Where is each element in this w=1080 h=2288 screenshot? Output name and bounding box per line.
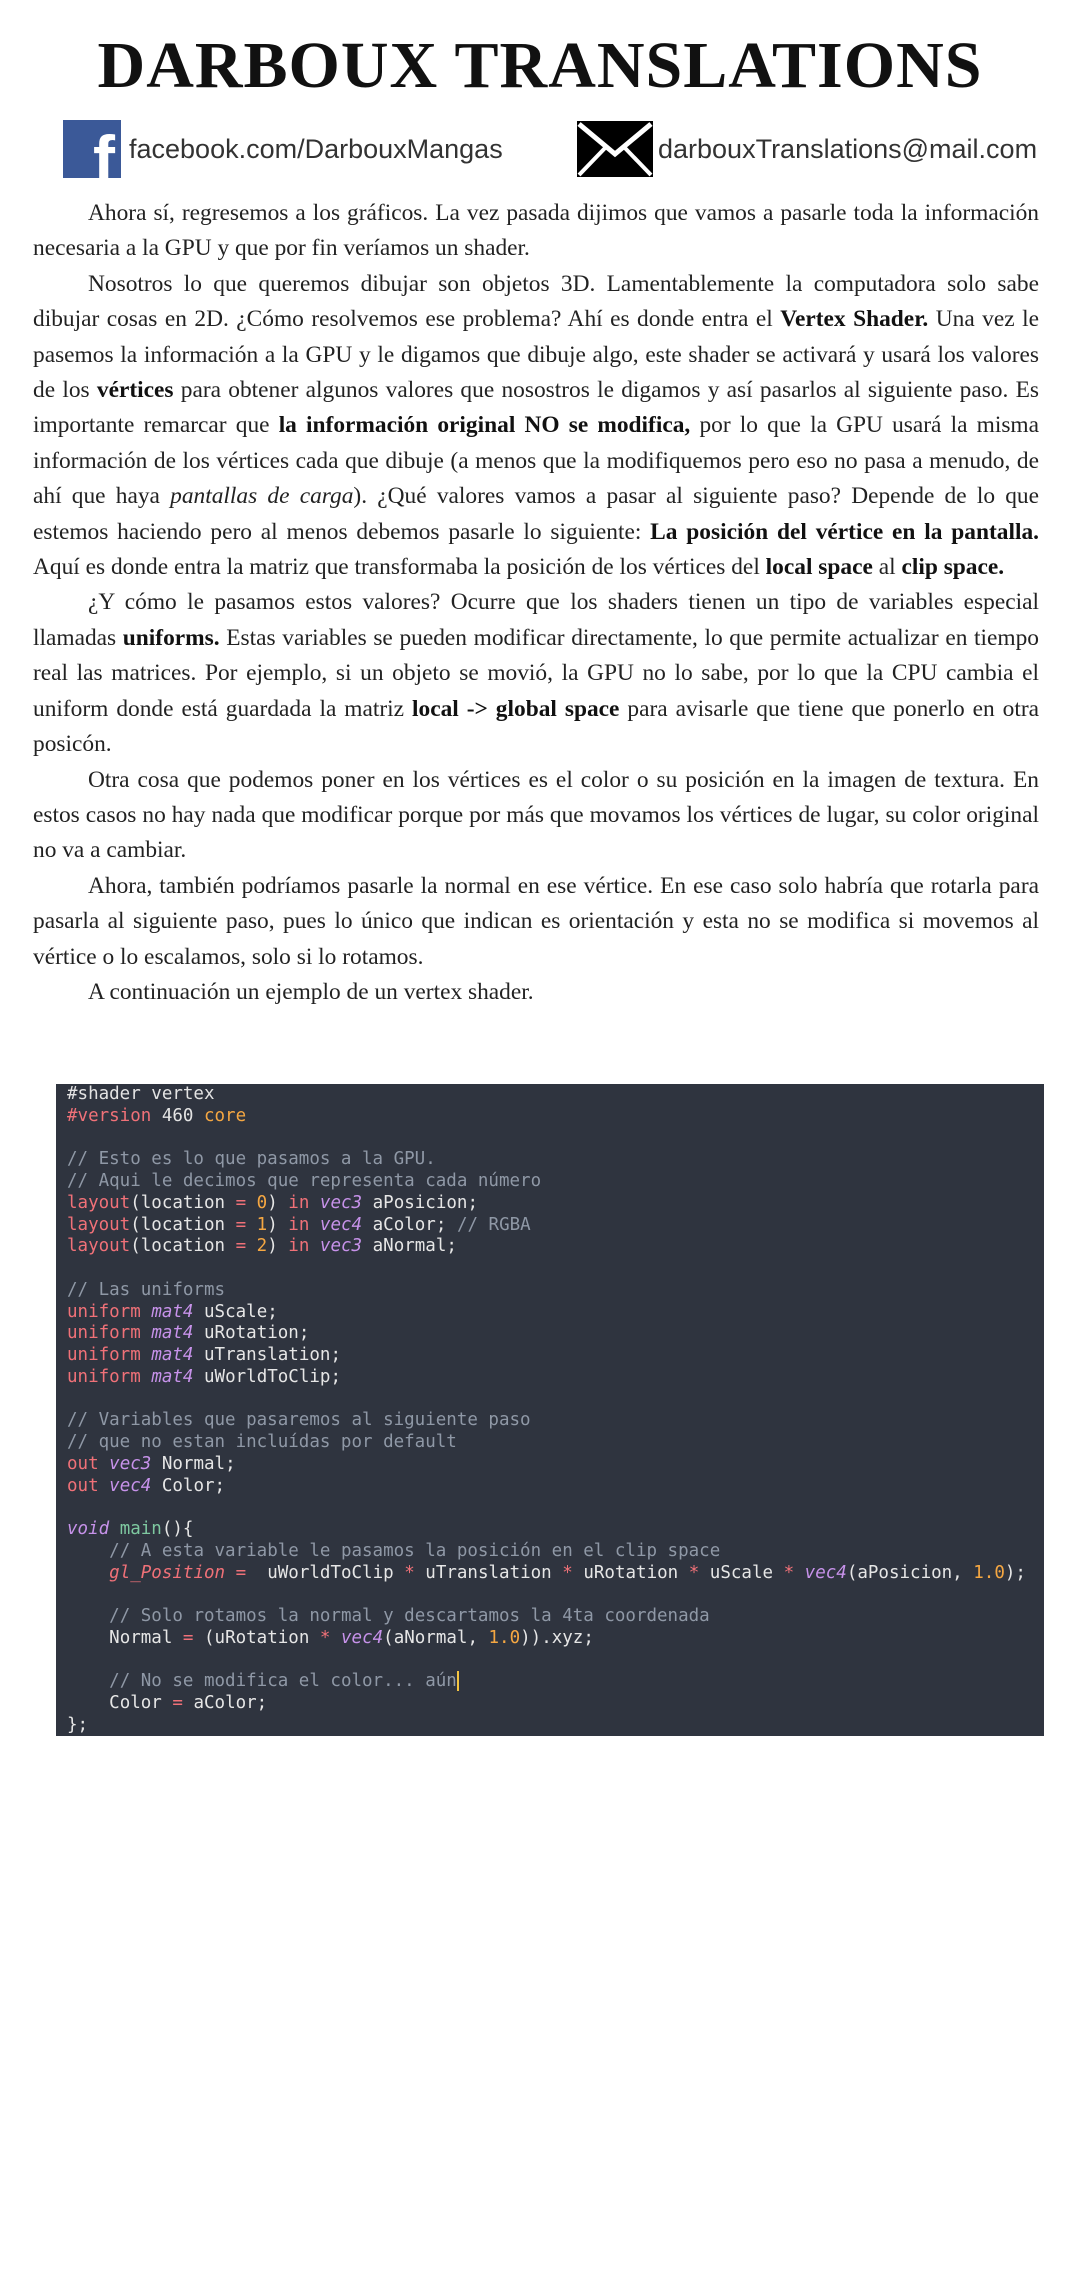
facebook-url: facebook.com/DarbouxMangas [129,133,503,164]
envelope-icon [576,120,654,178]
translation-credit: Traducción original al inglés por: Ralen. Raws de bookwalker. [820,2169,1037,2282]
page-title: DARBOUX TRANSLATIONS [97,29,983,102]
vertex-shader-code: #shader vertex #version 460 core // Esto es lo que pasamos a la GPU. // Aqui le decimos que representa cada número layout(location = 0) in vec3 aPosicion; layout(location = 1) in vec4 aColor; // RGBA layout(location = 2) in vec3 aNormal; // Las uniforms uniform mat4 uScale; uniform mat4 uRotation; uniform mat4 uTranslation; uniform mat4 uWorldToClip; // Variables que pasaremos al siguiente paso // que no estan incluídas por default out vec3 Normal; out vec4 Color; void main(){ // A esta variable le pasamos la posición en el clip space gl_Position = uWorldToClip * uTranslation * uRotation * uScale * vec4(aPosicion, 1.0); // Solo rotamos la normal y descartamos la 4ta coordenada Normal = (uRotation * vec4(aNormal, 1.0)).xyz; // No se modifica el color... aún Color = aColor; }; [67,1084,1026,1735]
paragraph-5: Ahora, también podríamos pasarle la normal en ese vértice. En ese caso solo habría que rotarla para pasarla al siguiente paso, pues lo único que indican es orientación y esta no se modifica si movemos al vértice o lo escalamos, solo si lo rotamos. [33,872,1039,970]
facebook-contact [63,118,503,196]
article-body [33,196,1039,1010]
paragraph-2: Nosotros lo que queremos dibujar son objetos 3D. Lamentablemente la computadora solo sabe dibujar cosas en 2D. ¿Cómo resolvemos ese problema? Ahí es donde entra el Vertex Shader. Una vez le pasemos la información a la GPU y le digamos que dibuje algo, este shader se activará y usará los valores de los vértices para obtener algunos valores que nosostros le digamos y así pasarlos al siguiente paso. Es importante remarcar que la información original NO se modifica, por lo que la GPU usará la misma información de los vértices cada que dibuje (a menos que la modifiquemos pero eso no pasa a menudo, de ahí que haya pantallas de carga). ¿Qué valores vamos a pasar al siguiente paso? Depende de lo que estemos haciendo pero al menos debemos pasarle lo siguiente: La posición del vértice en la pantalla. Aquí es donde entra la matriz que transformaba la posición de los vértices del local space al clip space. [33,270,1040,581]
email-address: darbouxTranslations@mail.com [658,133,1038,164]
facebook-icon: f [63,120,121,178]
paragraph-4: Otra cosa que podemos poner en los vértices es el color o su posición en la imagen de textura. En estos casos no hay nada que modificar porque por más que movamos los vértices de lugar, su color original no va a cambiar. [33,766,1039,864]
email-contact [576,118,1037,180]
paragraph-6: A continuación un ejemplo de un vertex shader. [88,978,534,1005]
code-editor[interactable] [56,1084,1044,2282]
paragraph-3: ¿Y cómo le pasamos estos valores? Ocurre que los shaders tienen un tipo de variables especial llamadas uniforms. Estas variables se pueden modificar directamente, lo que permite actualizar en tiempo real las matrices. Por ejemplo, si un objeto se movió, la GPU no lo sabe, por lo que la CPU cambia el uniform donde está guardada la matriz local -> global space para avisarle que tiene que ponerlo en otra posicón. [33,589,1040,758]
text-cursor [457,1671,459,1691]
paragraph-1: Ahora sí, regresemos a los gráficos. La vez pasada dijimos que vamos a pasarle toda la información necesaria a la GPU y que por fin veríamos un shader. [33,200,1039,262]
